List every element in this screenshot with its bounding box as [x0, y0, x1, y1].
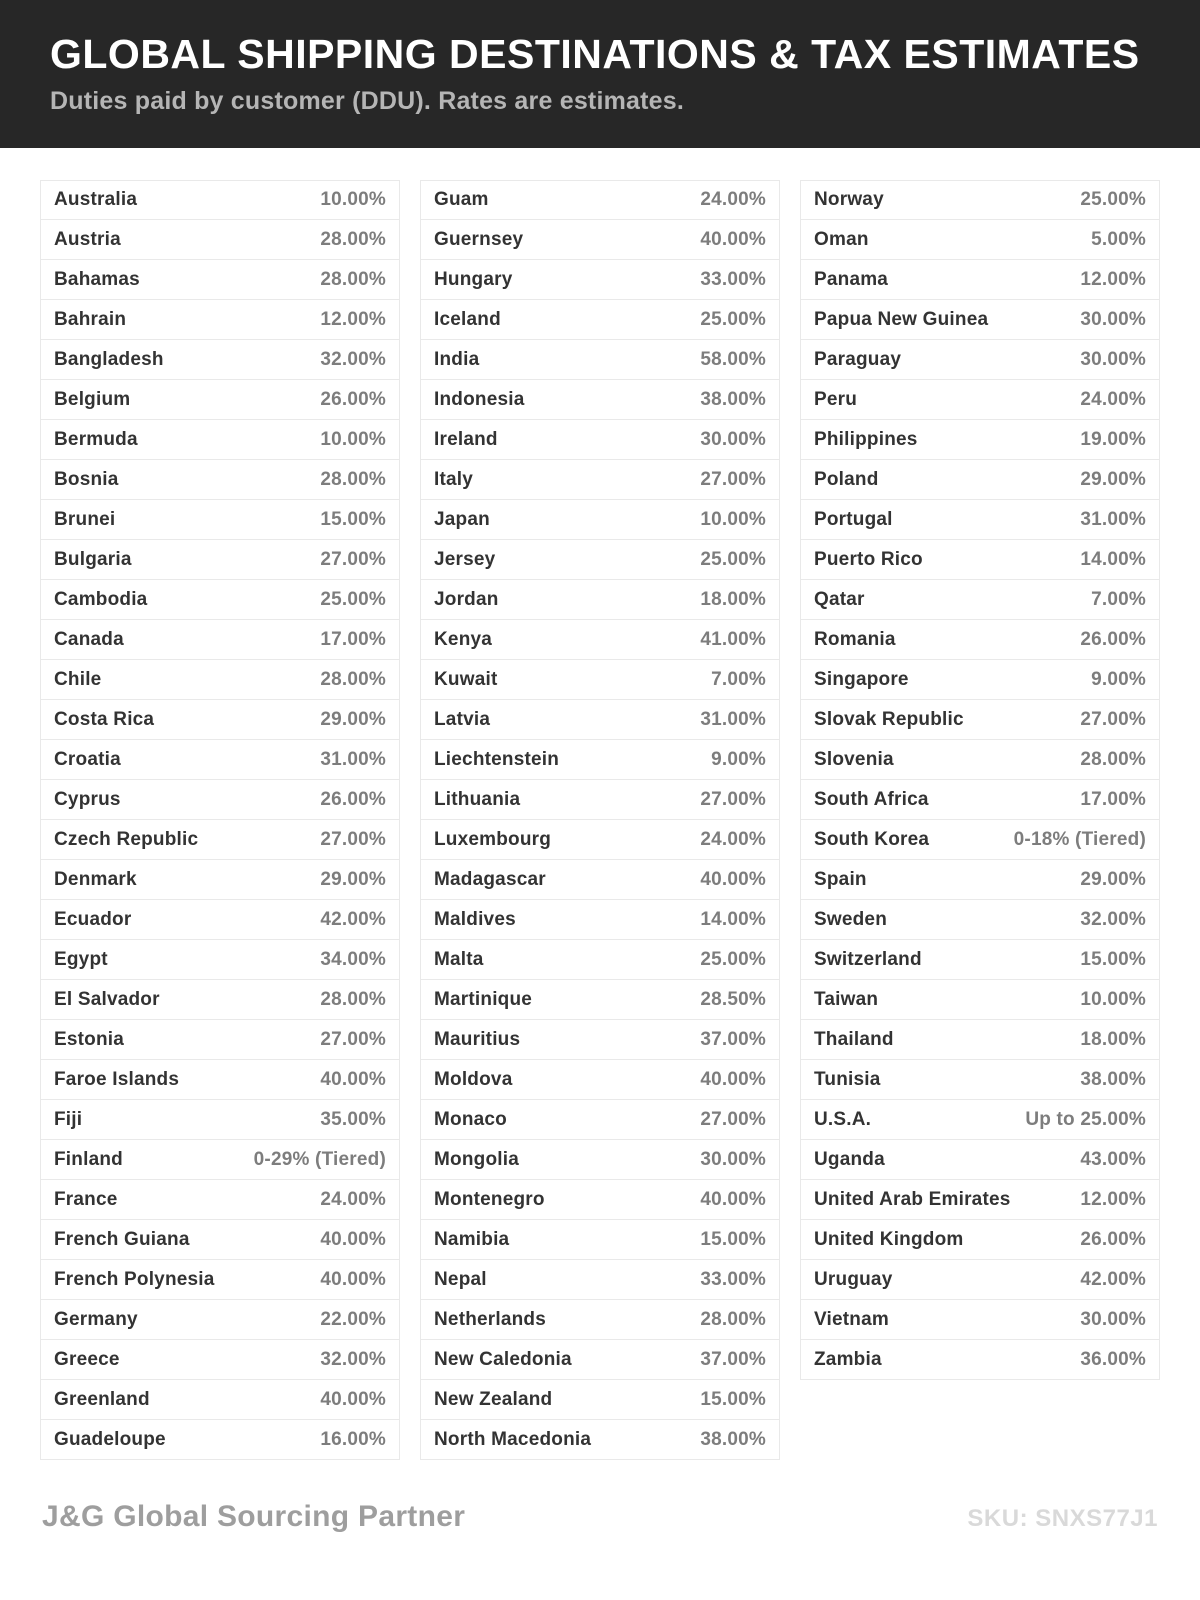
table-row — [40, 860, 400, 900]
tax-rate: 32.00% — [320, 1348, 386, 1370]
tax-rate: 10.00% — [1080, 988, 1146, 1010]
table-row — [800, 500, 1160, 540]
table-row — [800, 740, 1160, 780]
table-row — [800, 1300, 1160, 1340]
tax-rate: 25.00% — [320, 588, 386, 610]
table-row — [420, 260, 780, 300]
country-name: Ireland — [434, 428, 498, 450]
country-name: Peru — [814, 388, 858, 410]
table-row — [40, 460, 400, 500]
table-row — [40, 580, 400, 620]
tax-rate: 42.00% — [1080, 1268, 1146, 1290]
country-name: Nepal — [434, 1268, 487, 1290]
country-name: Guadeloupe — [54, 1428, 166, 1450]
country-name: Japan — [434, 508, 490, 530]
table-row — [420, 900, 780, 940]
country-name: Netherlands — [434, 1308, 547, 1330]
page-subtitle: Duties paid by customer (DDU). Rates are estimates. — [50, 87, 685, 116]
table-row — [800, 260, 1160, 300]
table-row — [40, 1340, 400, 1380]
table-row — [800, 220, 1160, 260]
table-row — [420, 700, 780, 740]
country-name: Greece — [54, 1348, 120, 1370]
country-name: Egypt — [54, 948, 108, 970]
country-name: Mauritius — [434, 1028, 521, 1050]
table-row — [40, 1140, 400, 1180]
tax-rate: 29.00% — [1080, 868, 1146, 890]
table-row — [420, 980, 780, 1020]
tax-rate: 30.00% — [1080, 1308, 1146, 1330]
table-row — [800, 580, 1160, 620]
country-name: Czech Republic — [54, 828, 199, 850]
tax-rate: 27.00% — [320, 1028, 386, 1050]
tax-rate: 7.00% — [1091, 588, 1146, 610]
country-name: Bosnia — [54, 468, 119, 490]
table-row — [40, 740, 400, 780]
tax-rate: 30.00% — [1080, 308, 1146, 330]
country-name: Ecuador — [54, 908, 132, 930]
tax-rate: 27.00% — [320, 548, 386, 570]
tax-rate: 22.00% — [320, 1308, 386, 1330]
country-name: Panama — [814, 268, 889, 290]
country-name: Malta — [434, 948, 484, 970]
country-name: Taiwan — [814, 988, 879, 1010]
table-row — [40, 980, 400, 1020]
tax-rate: 19.00% — [1080, 428, 1146, 450]
table-row — [420, 1220, 780, 1260]
country-name: Mongolia — [434, 1148, 519, 1170]
tax-rate: 28.50% — [700, 988, 766, 1010]
tax-rate: 40.00% — [320, 1268, 386, 1290]
table-row — [40, 1020, 400, 1060]
country-name: Jordan — [434, 588, 499, 610]
tax-rate: 25.00% — [1080, 189, 1146, 210]
tax-rate: 35.00% — [320, 1108, 386, 1130]
table-row — [420, 460, 780, 500]
tax-rate: 25.00% — [700, 548, 766, 570]
country-name: United Kingdom — [814, 1228, 964, 1250]
table-row — [420, 1340, 780, 1380]
country-name: Estonia — [54, 1028, 125, 1050]
country-name: El Salvador — [54, 988, 160, 1010]
tax-rate: 40.00% — [700, 1188, 766, 1210]
country-name: Bangladesh — [54, 348, 164, 370]
table-row — [420, 300, 780, 340]
tax-rate: 27.00% — [700, 788, 766, 810]
table-row — [420, 860, 780, 900]
rates-column — [420, 180, 780, 1460]
table-row — [420, 1100, 780, 1140]
table-row — [40, 1100, 400, 1140]
country-name: Romania — [814, 628, 896, 650]
country-name: Bahamas — [54, 268, 140, 290]
table-row — [420, 660, 780, 700]
country-name: North Macedonia — [434, 1428, 592, 1450]
tax-rate: 38.00% — [1080, 1068, 1146, 1090]
country-name: Finland — [54, 1148, 123, 1170]
country-name: Luxembourg — [434, 828, 552, 850]
country-name: New Caledonia — [434, 1348, 572, 1370]
country-name: Brunei — [54, 508, 116, 530]
table-row — [40, 260, 400, 300]
table-row — [420, 1380, 780, 1420]
country-name: New Zealand — [434, 1388, 553, 1410]
country-name: Cyprus — [54, 788, 121, 810]
tax-rate: 15.00% — [320, 508, 386, 530]
tax-rate: 41.00% — [700, 628, 766, 650]
table-row — [40, 820, 400, 860]
tax-rate: 58.00% — [700, 348, 766, 370]
tax-rate: 40.00% — [700, 228, 766, 250]
country-name: Namibia — [434, 1228, 510, 1250]
country-name: Qatar — [814, 588, 865, 610]
tax-rate: 26.00% — [320, 388, 386, 410]
tax-rate: 24.00% — [1080, 388, 1146, 410]
country-name: Italy — [434, 468, 474, 490]
country-name: Chile — [54, 668, 102, 690]
country-name: South Africa — [814, 788, 929, 810]
tax-rate: 26.00% — [1080, 628, 1146, 650]
country-name: Croatia — [54, 748, 121, 770]
country-name: Faroe Islands — [54, 1068, 180, 1090]
table-row — [40, 940, 400, 980]
page-footer — [0, 1500, 1200, 1534]
country-name: Belgium — [54, 388, 131, 410]
table-row — [40, 620, 400, 660]
page-title: GLOBAL SHIPPING DESTINATIONS & TAX ESTIMATES — [50, 30, 1140, 77]
table-row — [420, 740, 780, 780]
tax-rate: 24.00% — [320, 1188, 386, 1210]
tax-rate: 18.00% — [1080, 1028, 1146, 1050]
country-name: Slovak Republic — [814, 708, 964, 730]
table-row — [420, 380, 780, 420]
table-row — [420, 500, 780, 540]
country-name: Slovenia — [814, 748, 894, 770]
table-row — [800, 1140, 1160, 1180]
country-name: Bermuda — [54, 428, 138, 450]
tax-rate: 31.00% — [320, 748, 386, 770]
country-name: Oman — [814, 228, 869, 250]
country-name: Thailand — [814, 1028, 894, 1050]
table-row — [40, 1180, 400, 1220]
table-row — [800, 1260, 1160, 1300]
country-name: Latvia — [434, 708, 491, 730]
table-row — [40, 180, 400, 220]
country-name: Spain — [814, 868, 867, 890]
table-row — [420, 1420, 780, 1460]
country-name: Bulgaria — [54, 548, 132, 570]
table-row — [800, 180, 1160, 220]
tax-rate: 42.00% — [320, 908, 386, 930]
table-row — [40, 540, 400, 580]
tax-rate: 34.00% — [320, 948, 386, 970]
country-name: Kuwait — [434, 668, 498, 690]
table-row — [420, 1140, 780, 1180]
table-row — [800, 900, 1160, 940]
country-name: Singapore — [814, 668, 909, 690]
tax-rate: 38.00% — [700, 1428, 766, 1450]
table-row — [420, 1260, 780, 1300]
country-name: United Arab Emirates — [814, 1188, 1011, 1210]
table-row — [800, 420, 1160, 460]
country-name: Sweden — [814, 908, 887, 930]
tax-rate: 31.00% — [1080, 508, 1146, 530]
country-name: France — [54, 1188, 118, 1210]
country-name: Poland — [814, 468, 879, 490]
table-row — [420, 540, 780, 580]
table-row — [40, 1260, 400, 1300]
tax-rate: 28.00% — [320, 468, 386, 490]
tax-rate: 14.00% — [700, 908, 766, 930]
tax-rate: 18.00% — [700, 588, 766, 610]
rates-table — [0, 148, 1200, 1460]
country-name: Zambia — [814, 1348, 882, 1370]
tax-rate: 24.00% — [700, 189, 766, 210]
tax-rate: 0-29% (Tiered) — [253, 1148, 386, 1170]
table-row — [800, 860, 1160, 900]
table-row — [800, 700, 1160, 740]
table-row — [800, 460, 1160, 500]
tax-rate: 7.00% — [711, 668, 766, 690]
tax-rate: 15.00% — [1080, 948, 1146, 970]
country-name: India — [434, 348, 480, 370]
tax-rate: 38.00% — [700, 388, 766, 410]
country-name: Uganda — [814, 1148, 885, 1170]
table-row — [800, 980, 1160, 1020]
tax-rate: 26.00% — [1080, 1228, 1146, 1250]
table-row — [40, 500, 400, 540]
country-name: Portugal — [814, 508, 893, 530]
country-name: Canada — [54, 628, 124, 650]
tax-rate: 26.00% — [320, 788, 386, 810]
country-name: French Polynesia — [54, 1268, 215, 1290]
country-name: Guernsey — [434, 228, 524, 250]
rates-column — [40, 180, 400, 1460]
tax-rate: 10.00% — [320, 189, 386, 210]
table-row — [40, 660, 400, 700]
table-row — [800, 660, 1160, 700]
table-row — [800, 1100, 1160, 1140]
table-row — [800, 620, 1160, 660]
tax-rate: 17.00% — [1080, 788, 1146, 810]
tax-rate: 9.00% — [1091, 668, 1146, 690]
tax-rate: 28.00% — [700, 1308, 766, 1330]
table-row — [40, 1420, 400, 1460]
table-row — [40, 1060, 400, 1100]
tax-rate: 27.00% — [1080, 708, 1146, 730]
country-name: Paraguay — [814, 348, 902, 370]
tax-rate: 40.00% — [320, 1068, 386, 1090]
table-row — [420, 820, 780, 860]
table-row — [420, 420, 780, 460]
table-row — [420, 1020, 780, 1060]
country-name: Papua New Guinea — [814, 308, 989, 330]
tax-rate: 24.00% — [700, 828, 766, 850]
country-name: Indonesia — [434, 388, 525, 410]
country-name: Philippines — [814, 428, 918, 450]
tax-rate: 28.00% — [320, 228, 386, 250]
tax-rate: 14.00% — [1080, 548, 1146, 570]
country-name: South Korea — [814, 828, 930, 850]
table-row — [420, 1300, 780, 1340]
tax-rate: 12.00% — [1080, 268, 1146, 290]
country-name: Guam — [434, 189, 489, 210]
country-name: Montenegro — [434, 1188, 545, 1210]
tax-rate: 37.00% — [700, 1348, 766, 1370]
table-row — [40, 420, 400, 460]
table-row — [40, 1220, 400, 1260]
tax-rate: Up to 25.00% — [1025, 1108, 1146, 1130]
tax-rate: 25.00% — [700, 308, 766, 330]
country-name: Denmark — [54, 868, 137, 890]
tax-rate: 27.00% — [700, 468, 766, 490]
tax-rate: 32.00% — [1080, 908, 1146, 930]
table-row — [800, 780, 1160, 820]
table-row — [40, 340, 400, 380]
country-name: French Guiana — [54, 1228, 190, 1250]
country-name: Puerto Rico — [814, 548, 923, 570]
table-row — [800, 820, 1160, 860]
tax-rate: 25.00% — [700, 948, 766, 970]
table-row — [800, 1180, 1160, 1220]
tax-rate: 15.00% — [700, 1388, 766, 1410]
table-row — [800, 1020, 1160, 1060]
tax-rate: 15.00% — [700, 1228, 766, 1250]
table-row — [420, 1060, 780, 1100]
table-row — [40, 700, 400, 740]
table-row — [40, 380, 400, 420]
table-row — [420, 220, 780, 260]
tax-rate: 40.00% — [700, 868, 766, 890]
country-name: Norway — [814, 189, 884, 210]
table-row — [800, 940, 1160, 980]
table-row — [420, 1180, 780, 1220]
tax-rate: 5.00% — [1091, 228, 1146, 250]
table-row — [420, 580, 780, 620]
tax-rate: 16.00% — [320, 1428, 386, 1450]
country-name: Iceland — [434, 308, 501, 330]
country-name: Cambodia — [54, 588, 148, 610]
country-name: Australia — [54, 189, 138, 210]
tax-rate: 9.00% — [711, 748, 766, 770]
country-name: Hungary — [434, 268, 513, 290]
tax-rate: 43.00% — [1080, 1148, 1146, 1170]
tax-rate: 17.00% — [320, 628, 386, 650]
table-row — [40, 900, 400, 940]
tax-rate: 28.00% — [320, 988, 386, 1010]
tax-rate: 27.00% — [320, 828, 386, 850]
country-name: Jersey — [434, 548, 496, 570]
tax-rate: 36.00% — [1080, 1348, 1146, 1370]
table-row — [40, 780, 400, 820]
country-name: Costa Rica — [54, 708, 155, 730]
tax-rate: 12.00% — [320, 308, 386, 330]
country-name: U.S.A. — [814, 1108, 872, 1130]
country-name: Uruguay — [814, 1268, 893, 1290]
table-row — [420, 780, 780, 820]
table-row — [800, 300, 1160, 340]
tax-rate: 30.00% — [1080, 348, 1146, 370]
tax-rate: 32.00% — [320, 348, 386, 370]
tax-rate: 10.00% — [320, 428, 386, 450]
table-row — [420, 940, 780, 980]
tax-rate: 29.00% — [320, 868, 386, 890]
table-row — [40, 220, 400, 260]
tax-rate: 29.00% — [320, 708, 386, 730]
country-name: Liechtenstein — [434, 748, 560, 770]
country-name: Maldives — [434, 908, 516, 930]
table-row — [420, 180, 780, 220]
table-row — [800, 380, 1160, 420]
country-name: Greenland — [54, 1388, 150, 1410]
country-name: Fiji — [54, 1108, 83, 1130]
tax-rate: 28.00% — [320, 668, 386, 690]
country-name: Germany — [54, 1308, 138, 1330]
country-name: Lithuania — [434, 788, 521, 810]
country-name: Bahrain — [54, 308, 127, 330]
tax-rate: 40.00% — [320, 1228, 386, 1250]
tax-rate: 12.00% — [1080, 1188, 1146, 1210]
country-name: Tunisia — [814, 1068, 881, 1090]
table-row — [40, 300, 400, 340]
country-name: Moldova — [434, 1068, 513, 1090]
table-row — [800, 540, 1160, 580]
table-row — [800, 1220, 1160, 1260]
sku-label: SKU: SNXS77J1 — [967, 1505, 1158, 1532]
tax-rate: 27.00% — [700, 1108, 766, 1130]
table-row — [800, 1060, 1160, 1100]
table-row — [420, 340, 780, 380]
tax-rate: 28.00% — [320, 268, 386, 290]
tax-rate: 0-18% (Tiered) — [1013, 828, 1146, 850]
country-name: Monaco — [434, 1108, 507, 1130]
tax-rate: 33.00% — [700, 268, 766, 290]
tax-rate: 31.00% — [700, 708, 766, 730]
tax-rate: 30.00% — [700, 428, 766, 450]
tax-rate: 33.00% — [700, 1268, 766, 1290]
tax-rate: 40.00% — [700, 1068, 766, 1090]
tax-rate: 29.00% — [1080, 468, 1146, 490]
country-name: Madagascar — [434, 868, 546, 890]
tax-rate: 10.00% — [700, 508, 766, 530]
rates-column — [800, 180, 1160, 1380]
table-row — [800, 340, 1160, 380]
country-name: Kenya — [434, 628, 493, 650]
country-name: Austria — [54, 228, 121, 250]
table-row — [420, 620, 780, 660]
country-name: Switzerland — [814, 948, 922, 970]
tax-rate: 28.00% — [1080, 748, 1146, 770]
tax-rate: 37.00% — [700, 1028, 766, 1050]
table-row — [800, 1340, 1160, 1380]
tax-rate: 40.00% — [320, 1388, 386, 1410]
country-name: Martinique — [434, 988, 533, 1010]
page-header — [0, 0, 1200, 148]
country-name: Vietnam — [814, 1308, 889, 1330]
table-row — [40, 1380, 400, 1420]
table-row — [40, 1300, 400, 1340]
brand-name: J&G Global Sourcing Partner — [42, 1500, 466, 1533]
tax-rate: 30.00% — [700, 1148, 766, 1170]
